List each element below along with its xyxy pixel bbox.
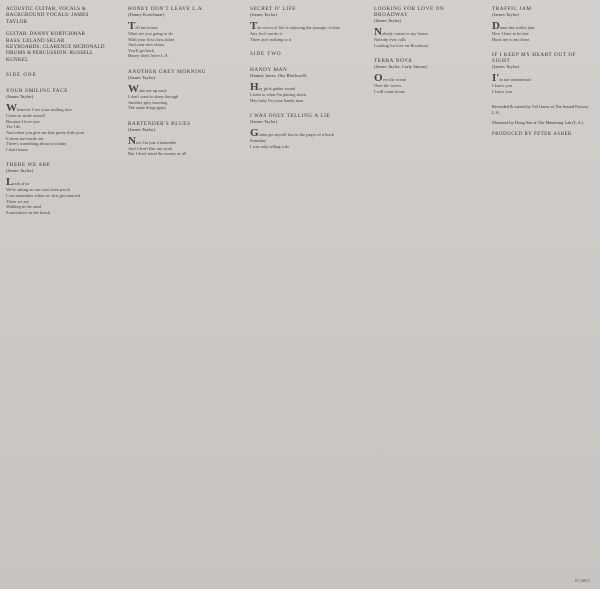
credit-line: GUITAR: DANNY KORTCHMAR (6, 31, 86, 38)
column-3 (250, 6, 354, 589)
mastering-credit: Mastered by Doug Sax at The Mastering Lab (L.A.) (492, 119, 584, 125)
song-title: HONEY DON'T LEAVE L.A. (128, 6, 205, 12)
song-author: (Jimmy Jones, Otis Blackwell) (250, 73, 307, 79)
song-title: YOUR SMILING FACE (6, 88, 68, 95)
side-two-heading: SIDE TWO (250, 52, 282, 58)
song-title: I WAS ONLY TELLING A LIE (250, 113, 331, 120)
song-lyrics: I'm not sentimental I know you I know you (492, 72, 531, 94)
credit-line: BASS: LELAND SKLAR (6, 37, 65, 44)
song-title: HANDY MAN (250, 67, 288, 74)
credit-line: ACOUSTIC GUITAR, VOCALS & BACKGROUND VOCALS: JAMES TAYLOR (6, 6, 89, 25)
song-title: LOOKING FOR LOVE ON BROADWAY (374, 6, 445, 18)
song-author: (James Taylor) (128, 74, 156, 80)
song-author: (James Taylor) (492, 12, 520, 17)
song-lyrics: Damn this traffic jam How I hate to be late Hurts me to my heart (492, 20, 535, 42)
song-lyrics: Hey girls gather round Listen to what I'm putting down Hey baby I'm your handy man (250, 81, 307, 103)
song-lyrics: Gonna get myself lost in the pages of a book Someday I was only telling a lie (250, 127, 334, 149)
song-lyrics: Whenever I see your smiling face I have to smile myself Because I love you Yes I do And when you give me that pretty little pout It turns me inside out There's something about you baby I don't know (6, 102, 85, 152)
credit-line: KEYBOARDS: CLARENCE MCDONALD (6, 44, 105, 51)
song-author: (James Taylor) (6, 94, 34, 100)
song-lyrics: Nobody comes to my house Nobody ever calls Looking for love on Broadway (374, 26, 429, 48)
side-one-heading: SIDE ONE (6, 73, 37, 79)
credit-line: DRUMS & PERCUSSION: RUSSELL KUNKEL (6, 50, 94, 63)
column-1 (6, 6, 106, 589)
song-title: ANOTHER GREY MORNING (128, 68, 207, 75)
song-author: (James Taylor) (250, 119, 278, 125)
song-lyrics: Look at us We're sitting on our own front porch I can remember when we first got married There we are Walking in the sand Somewhere on the beach (6, 176, 80, 215)
song-title: IF I KEEP MY HEART OUT OF SIGHT (492, 52, 577, 65)
column-4 (374, 6, 478, 589)
song-author: (James Taylor) (6, 168, 34, 174)
song-author: (James Taylor) (492, 64, 520, 70)
recording-credit: Recorded & mixed by Val Garay at The Sound Factory L.A. (492, 104, 589, 116)
song-lyrics: The secret of life is enjoying the passage of time Any fool can do it There ain't nothing to it (250, 20, 340, 42)
catalog-number: JC 34811 (574, 578, 590, 583)
column-5 (492, 6, 592, 589)
song-author: (Danny Kortchmar) (128, 12, 165, 17)
column-2 (128, 6, 232, 589)
song-title: TERRA NOVA (374, 58, 413, 65)
song-title: SECRET O' LIFE (250, 6, 296, 12)
song-lyrics: Now I'm just a bartender And I don't like my work But I don't mind the money at all (128, 134, 186, 157)
producer-credit: PRODUCED BY PETER ASHER (492, 131, 572, 137)
song-title: TRAFFIC JAM (492, 6, 532, 12)
song-lyrics: Wake me up early I don't want to sleep through Another grey morning The same thing again (128, 82, 179, 111)
song-lyrics: Over the ocean Over the waves I will come home (374, 72, 406, 94)
song-author: (James Taylor) (128, 126, 156, 132)
song-lyrics: Tell me honey What are you going to do With your first class ticket And your new tattoo You'll get back Honey don't leave L.A. (128, 20, 175, 59)
song-title: THERE WE ARE (6, 162, 51, 169)
song-author: (James Taylor) (250, 12, 278, 17)
song-title: BARTENDER'S BLUES (128, 120, 191, 127)
song-author: (James Taylor) (374, 18, 402, 23)
song-author: (James Taylor, Carly Simon) (374, 64, 427, 70)
